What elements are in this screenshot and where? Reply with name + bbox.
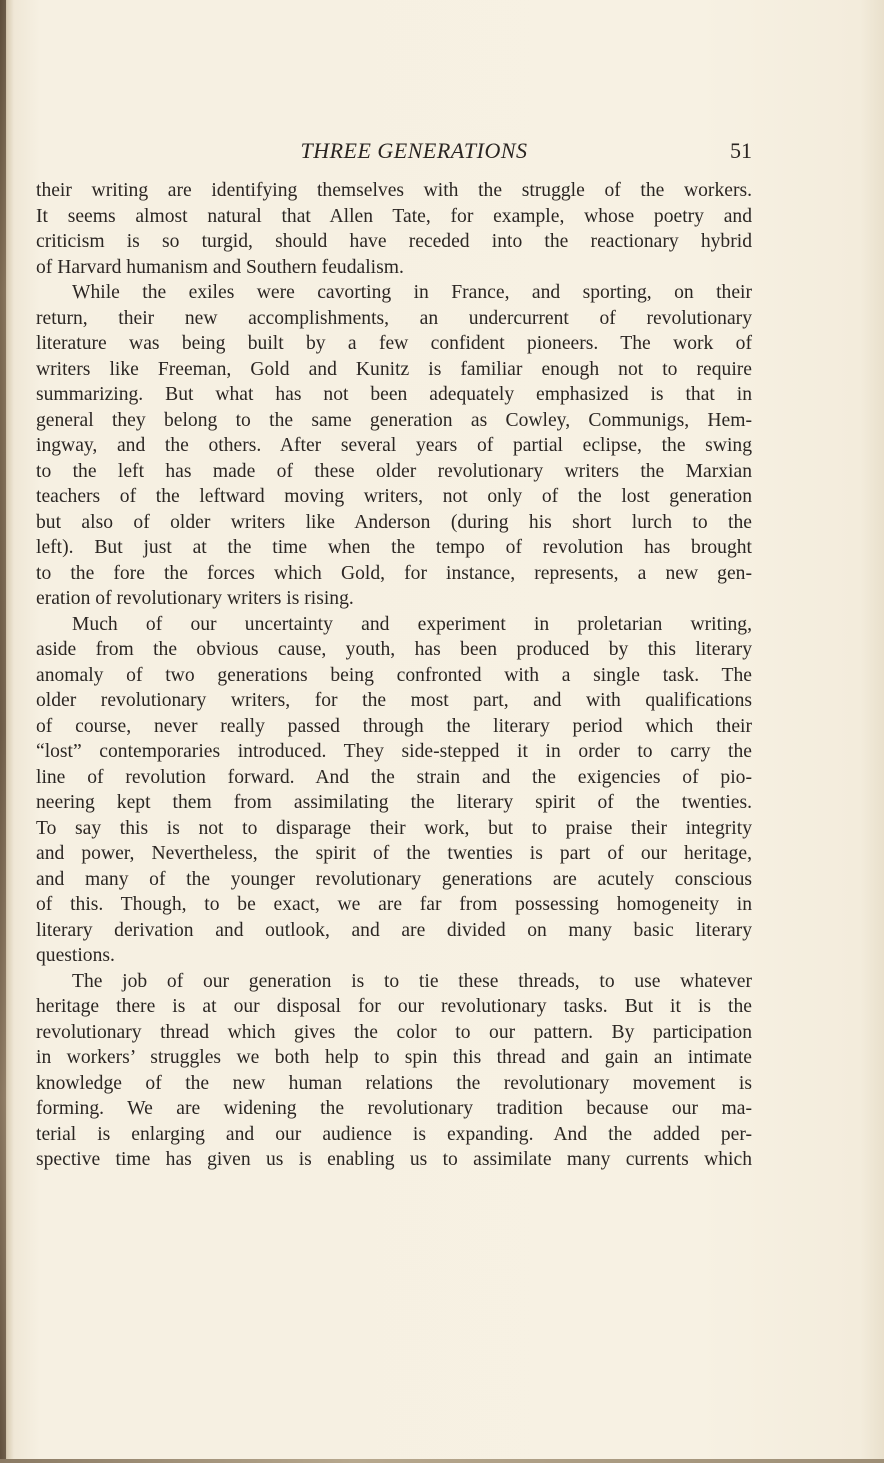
text-line: aside from the obvious cause, youth, has been produced by this literary xyxy=(36,639,752,660)
paragraph-2 xyxy=(36,280,752,612)
text-line: older revolutionary writers, for the most part, and with qualifications xyxy=(36,690,752,711)
text-line: their writing are identifying themselves with the struggle of the workers. xyxy=(36,180,752,201)
text-line: writers like Freeman, Gold and Kunitz is familiar enough not to require xyxy=(36,358,752,380)
text-line: of this. Though, to be exact, we are far from possessing homogeneity in xyxy=(36,894,752,915)
text-line: general they belong to the same generation as Cowley, Communigs, Hem- xyxy=(36,409,752,431)
paragraph-1 xyxy=(36,178,752,280)
text-line: return, their new accomplishments, an undercurrent of revolutionary xyxy=(36,307,752,329)
text-line: spective time has given us is enabling us to assimilate many currents which xyxy=(36,1149,752,1170)
text-line: neering kept them from assimilating the literary spirit of the twenties. xyxy=(36,792,752,813)
text-line: forming. We are widening the revolutionary tradition because our ma- xyxy=(36,1098,752,1119)
text-line: to the fore the forces which Gold, for instance, represents, a new gen- xyxy=(36,562,752,584)
text-line: in workers’ struggles we both help to spin this thread and gain an intimate xyxy=(36,1047,752,1068)
text-line: line of revolution forward. And the strain and the exigencies of pio- xyxy=(36,766,752,788)
text-line: The job of our generation is to tie these threads, to use whatever xyxy=(72,970,752,992)
text-line: criticism is so turgid, should have receded into the reactionary hybrid xyxy=(36,231,752,252)
paragraph-3 xyxy=(36,612,752,969)
paragraph-4 xyxy=(36,969,752,1173)
text-line: anomaly of two generations being confronted with a single task. The xyxy=(36,664,752,686)
text-line: and power, Nevertheless, the spirit of the twenties is part of our heritage, xyxy=(36,843,752,864)
text-line: revolutionary thread which gives the color to our pattern. By participation xyxy=(36,1021,752,1043)
text-line: To say this is not to disparage their work, but to praise their integrity xyxy=(36,817,752,839)
text-line: of Harvard humanism and Southern feudalism. xyxy=(36,256,404,278)
text-line: summarizing. But what has not been adequately emphasized is that in xyxy=(36,384,752,405)
text-line: eration of revolutionary writers is rising. xyxy=(36,588,354,609)
text-line: ingway, and the others. After several years of partial eclipse, the swing xyxy=(36,435,752,456)
text-line: literary derivation and outlook, and are divided on many basic literary xyxy=(36,919,752,941)
text-line: Much of our uncertainty and experiment in proletarian writing, xyxy=(72,613,752,635)
text-line: It seems almost natural that Allen Tate, for example, whose poetry and xyxy=(36,205,752,227)
page-number: 51 xyxy=(730,138,752,163)
body-text xyxy=(36,178,752,1173)
text-line: “lost” contemporaries introduced. They side-stepped it in order to carry the xyxy=(36,741,752,762)
text-line: but also of older writers like Anderson (during his short lurch to the xyxy=(36,511,752,533)
text-line: terial is enlarging and our audience is expanding. And the added per- xyxy=(36,1123,752,1145)
text-line: left). But just at the time when the tempo of revolution has brought xyxy=(36,537,752,558)
text-line: literature was being built by a few confident pioneers. The work of xyxy=(36,333,752,354)
text-line: teachers of the leftward moving writers, not only of the lost generation xyxy=(36,486,752,507)
text-line: questions. xyxy=(36,945,115,966)
text-line: to the left has made of these older revolutionary writers the Marxian xyxy=(36,460,752,482)
text-line: knowledge of the new human relations the revolutionary movement is xyxy=(36,1072,752,1094)
text-line: of course, never really passed through the literary period which their xyxy=(36,715,752,737)
text-line: heritage there is at our disposal for our revolutionary tasks. But it is the xyxy=(36,996,752,1017)
text-line: and many of the younger revolutionary generations are acutely conscious xyxy=(36,868,752,890)
running-head xyxy=(36,138,752,168)
text-line: While the exiles were cavorting in France, and sporting, on their xyxy=(72,282,752,303)
running-title: THREE GENERATIONS xyxy=(300,138,528,163)
